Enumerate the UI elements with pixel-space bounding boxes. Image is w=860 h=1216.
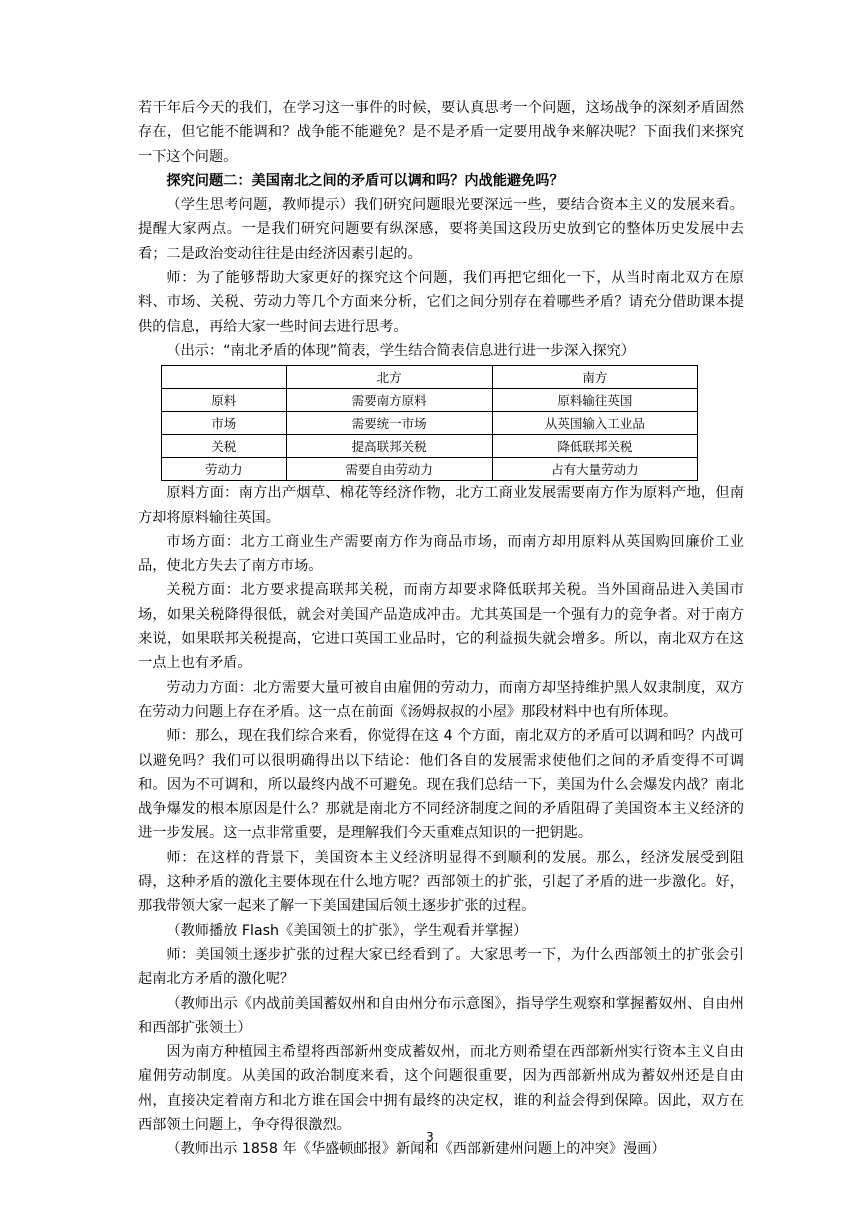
- table-row: [162, 389, 698, 412]
- table-row: [162, 458, 698, 481]
- page-number: 3: [426, 1130, 434, 1144]
- paragraph: 师：那么，现在我们综合来看，你觉得在这 4 个方面，南北双方的矛盾可以调和吗？内战可以避免吗？我们可以很明确得出以下结论：他们各自的发展需求使他们之间的矛盾变得不可调和。因为不可调和，所以最终内战不可避免。现在我们总结一下，美国为什么会爆发内战？南北战争爆发的根本原因是什么？那就是南北方不同经济制度之间的矛盾阻碍了美国资本主义经济的进一步发展。这一点非常重要，是理解我们今天重难点知识的一把钥匙。: [138, 728, 744, 842]
- table-cell: 需要南方原料: [286, 389, 492, 412]
- section-heading: 探究问题二：美国南北之间的矛盾可以调和吗？内战能避免吗？: [166, 172, 564, 189]
- table-cell: 降低联邦关税: [492, 435, 697, 458]
- table-cell: 关税: [162, 435, 287, 458]
- paragraph: 师：为了能够帮助大家更好的探究这个问题，我们再把它细化一下，从当时南北双方在原料、市场、关税、劳动力等几个方面来分析，它们之间分别存在着哪些矛盾？请充分借助课本提供的信息，再给大家一些时间去进行思考。: [138, 270, 744, 335]
- paragraph: 劳动力方面：北方需要大量可被自由雇佣的劳动力，而南方却坚持维护黑人奴隶制度，双方在劳动力问题上存在矛盾。这一点在前面《汤姆叔叔的小屋》那段材料中也有所体现。: [138, 679, 744, 720]
- paragraph: （教师出示《内战前美国蓄奴州和自由州分布示意图》，指导学生观察和掌握蓄奴州、自由州和西部扩张领土）: [138, 995, 744, 1036]
- table-cell: 市场: [162, 412, 287, 435]
- paragraph: （教师出示 1858 年《华盛顿邮报》新闻和《西部新建州问题上的冲突》漫画）: [166, 1141, 666, 1158]
- table-cell: 原料: [162, 389, 287, 412]
- table-row: [162, 412, 698, 435]
- table-header-row: [162, 366, 698, 389]
- paragraph: 若干年后今天的我们，在学习这一事件的时候，要认真思考一个问题，这场战争的深刻矛盾固然存在，但它能不能调和？战争能不能避免？是不是矛盾一定要用战争来解决呢？下面我们来探究一下这个问题。: [138, 100, 744, 165]
- north-south-contradiction-table: [161, 365, 698, 481]
- paragraph: 师：在这样的背景下，美国资本主义经济明显得不到顺利的发展。那么，经济发展受到阻碍，这种矛盾的激化主要体现在什么地方呢？西部领土的扩张，引起了矛盾的进一步激化。好，那我带领大家一起来了解一下美国建国后领土逐步扩张的过程。: [138, 849, 744, 915]
- table-row: [162, 435, 698, 458]
- paragraph: 原料方面：南方出产烟草、棉花等经济作物，北方工商业发展需要南方作为原料产地，但南方却将原料输往英国。: [138, 485, 744, 526]
- paragraph: （学生思考问题，教师提示）我们研究问题眼光要深远一些，要结合资本主义的发展来看。提醒大家两点。一是我们研究问题要有纵深感，要将美国这段历史放到它的整体历史发展中去看；二是政治变动往往是由经济因素引起的。: [138, 197, 744, 262]
- paragraph: （教师播放 Flash《美国领土的扩张》，学生观看并掌握）: [166, 922, 528, 939]
- contradiction-table-wrapper: [161, 365, 698, 481]
- page-content: [138, 96, 744, 1162]
- paragraph: 市场方面：北方工商业生产需要南方作为商品市场，而南方却用原料从英国购回廉价工业品，使北方失去了南方市场。: [138, 533, 744, 575]
- table-cell: 占有大量劳动力: [492, 458, 697, 481]
- table-cell: 从英国输入工业品: [492, 412, 697, 435]
- table-header-cell: 南方: [492, 366, 697, 389]
- table-header-cell: [162, 366, 287, 389]
- table-cell: 提高联邦关税: [286, 435, 492, 458]
- paragraph: 因为南方种植园主希望将西部新州变成蓄奴州，而北方则希望在西部新州实行资本主义自由雇佣劳动制度。从美国的政治制度来看，这个问题很重要，因为西部新州成为蓄奴州还是自由州，直接决定着南方和北方谁在国会中拥有最终的决定权，谁的利益会得到保障。因此，双方在西部领土问题上，争夺得很激烈。: [138, 1044, 744, 1133]
- table-header-cell: 北方: [286, 366, 492, 389]
- paragraph: （出示：“南北矛盾的体现”简表，学生结合简表信息进行进一步深入探究）: [166, 342, 636, 359]
- table-cell: 原料输往英国: [492, 389, 697, 412]
- paragraph: 师：美国领土逐步扩张的过程大家已经看到了。大家思考一下，为什么西部领土的扩张会引起南北方矛盾的激化呢？: [138, 946, 744, 988]
- paragraph: 关税方面：北方要求提高联邦关税，而南方却要求降低联邦关税。当外国商品进入美国市场，如果关税降得很低，就会对美国产品造成冲击。尤其英国是一个强有力的竞争者。对于南方来说，如果联邦关税提高，它进口英国工业品时，它的利益损失就会增多。所以，南北双方在这一点上也有矛盾。: [138, 582, 744, 672]
- table-cell: 需要自由劳动力: [286, 458, 492, 481]
- table-cell: 需要统一市场: [286, 412, 492, 435]
- table-cell: 劳动力: [162, 458, 287, 481]
